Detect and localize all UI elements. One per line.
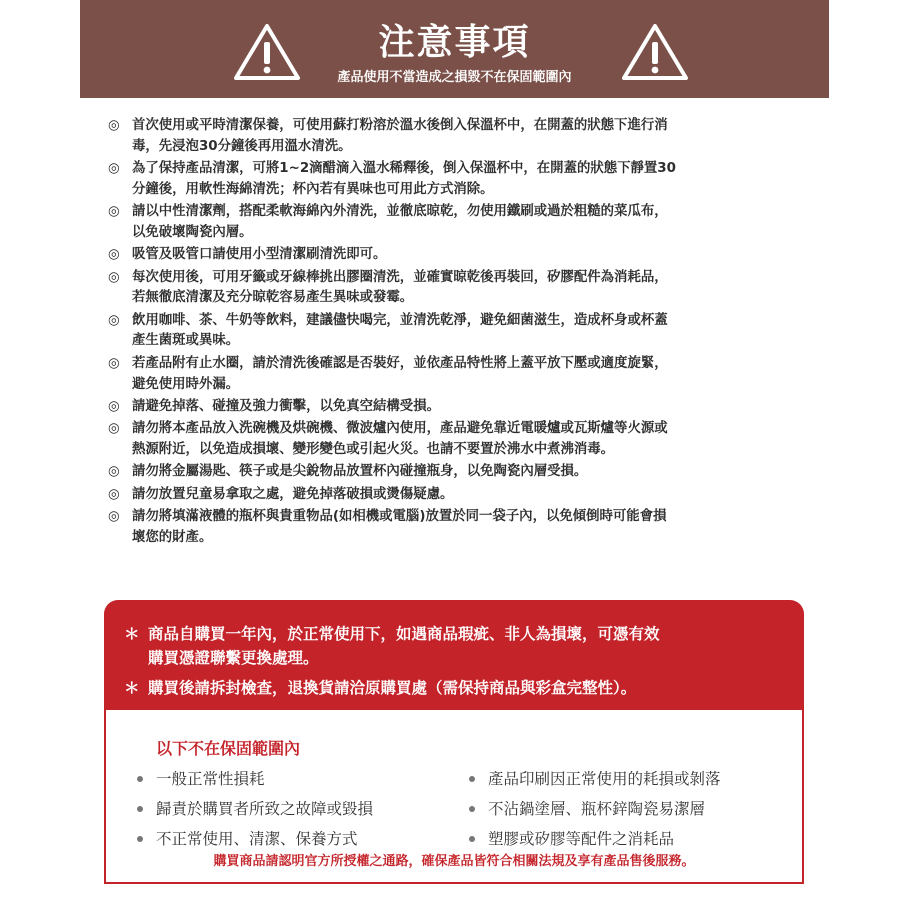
exclusions-heading: 以下不在保固範圍內 bbox=[156, 739, 301, 758]
exclusions-list-right bbox=[468, 764, 721, 854]
notice-marker: ◎ bbox=[108, 486, 120, 502]
bullet-icon bbox=[469, 806, 475, 812]
notice-item: ◎ 若產品附有止水圈，請於清洗後確認是否裝好，並依產品特性將上蓋平放下壓或適度旋緊， 避免使用時外漏。 bbox=[108, 355, 668, 392]
bullet-icon bbox=[469, 776, 475, 782]
warning-triangle-icon bbox=[620, 22, 690, 82]
asterisk-icon: ＊ bbox=[124, 625, 140, 643]
notice-marker: ◎ bbox=[108, 247, 120, 263]
list-item: 產品印刷因正常使用的耗損或剝落 bbox=[468, 764, 721, 794]
page-title: 注意事項 bbox=[378, 21, 531, 63]
notice-marker: ◎ bbox=[108, 312, 120, 328]
return-policy: ＊ 購買後請拆封檢查，退換貨請洽原購買處（需保持商品與彩盒完整性）。 bbox=[104, 676, 804, 700]
notice-item: ◎ 請勿放置兒童易拿取之處，避免掉落破損或燙傷疑慮。 bbox=[108, 485, 808, 506]
notice-item: ◎ 請勿將本產品放入洗碗機及烘碗機、微波爐內使用，產品避免靠近電暖爐或瓦斯爐等火源或 熱源附近，以免造成損壞、變形變色或引起火災。也請不要置於沸水中煮沸消毒。 bbox=[108, 421, 668, 457]
page-subtitle: 產品使用不當造成之損毀不在保固範圍內 bbox=[337, 70, 572, 85]
notice-marker: ◎ bbox=[108, 421, 120, 437]
bullet-icon bbox=[469, 836, 475, 842]
notice-marker: ◎ bbox=[108, 508, 120, 524]
notice-marker: ◎ bbox=[108, 161, 120, 177]
exclusions-box bbox=[104, 710, 804, 884]
notice-item: ◎ 為了保持產品清潔，可將1~2滴醋滴入溫水稀釋後，倒入保溫杯中，在開蓋的狀態下靜置30 分鐘後，用軟性海綿清洗；杯內若有異味也可用此方式消除。 bbox=[108, 161, 676, 197]
warranty-statement: ＊ 商品自購買一年內，於正常使用下，如遇商品瑕疵、非人為損壞，可憑有效 購買憑證聯繫更換處理。 bbox=[104, 622, 804, 670]
notice-item: ◎ 請勿將金屬湯匙、筷子或是尖銳物品放置杯內碰撞瓶身，以免陶瓷內層受損。 bbox=[108, 462, 808, 483]
notice-marker: ◎ bbox=[108, 118, 120, 133]
notice-marker: ◎ bbox=[108, 204, 120, 220]
official-channel-note: 購買商品請認明官方所授權之通路，確保產品皆符合相關法規及享有產品售後服務。 bbox=[213, 854, 695, 869]
list-item: 一般正常性損耗 bbox=[136, 764, 373, 794]
notice-item: ◎ 每次使用後，可用牙籤或牙線棒挑出膠圈清洗，並確實晾乾後再裝回，矽膠配件為消耗品， 若無徹底清潔及充分晾乾容易產生異味或發霉。 bbox=[108, 269, 668, 306]
notice-marker: ◎ bbox=[108, 398, 120, 414]
notice-marker: ◎ bbox=[108, 355, 120, 371]
asterisk-icon: ＊ bbox=[124, 679, 140, 697]
list-item: 不正常使用、清潔、保養方式 bbox=[136, 824, 373, 854]
bullet-icon bbox=[137, 776, 143, 782]
notice-item: ◎ 請以中性清潔劑，搭配柔軟海綿內外清洗，並徹底晾乾，勿使用鐵刷或過於粗糙的菜瓜布， 以免破壞陶瓷內層。 bbox=[108, 204, 668, 240]
warranty-panel bbox=[104, 600, 804, 710]
list-item: 不沾鍋塗層、瓶杯鋅陶瓷易潔層 bbox=[468, 794, 721, 824]
notice-marker: ◎ bbox=[108, 464, 120, 480]
bullet-icon bbox=[137, 806, 143, 812]
header-banner bbox=[80, 0, 829, 98]
notice-item: ◎ 首次使用或平時清潔保養，可使用蘇打粉溶於溫水後倒入保溫杯中，在開蓋的狀態下進行消 毒，先浸泡30分鐘後再用溫水清洗。 bbox=[108, 118, 668, 154]
list-item: 歸責於購買者所致之故障或毀損 bbox=[136, 794, 373, 824]
bullet-icon bbox=[137, 836, 143, 842]
list-item: 塑膠或矽膠等配件之消耗品 bbox=[468, 824, 721, 854]
notice-item: ◎ 飲用咖啡、茶、牛奶等飲料，建議儘快喝完，並清洗乾淨，避免細菌滋生，造成杯身或杯蓋 產生菌斑或異味。 bbox=[108, 312, 668, 349]
notice-item: ◎ 請避免掉落、碰撞及強力衝擊，以免真空結構受損。 bbox=[108, 397, 808, 418]
exclusions-list-left bbox=[136, 764, 373, 854]
notice-marker: ◎ bbox=[108, 269, 120, 285]
notice-item: ◎ 吸管及吸管口請使用小型清潔刷清洗即可。 bbox=[108, 245, 808, 266]
notice-item: ◎ 請勿將填滿液體的瓶杯與貴重物品(如相機或電腦)放置於同一袋子內，以免傾倒時可能會損 壞您的財產。 bbox=[108, 508, 667, 545]
notice-list bbox=[108, 116, 808, 550]
